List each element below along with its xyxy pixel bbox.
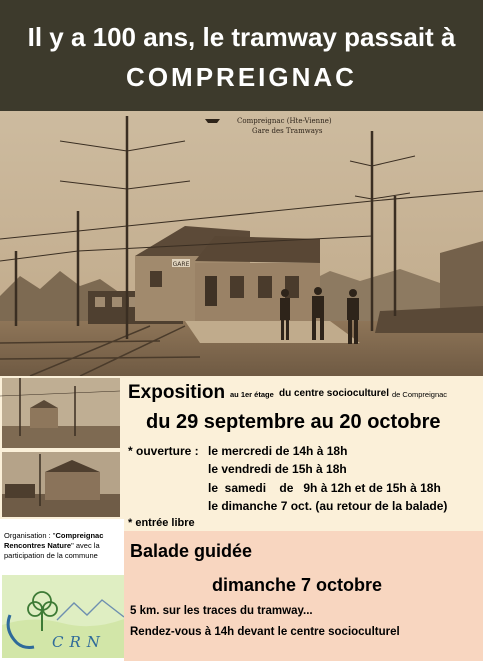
- hours-friday: le vendredi de 15h à 18h: [208, 462, 347, 476]
- org-name-line-2: Rencontres Nature: [4, 541, 72, 550]
- station-sign: GARE: [172, 261, 190, 268]
- header-banner: [0, 0, 483, 111]
- org-line-3: participation de la commune: [4, 551, 98, 560]
- hours-wednesday: le mercredi de 14h à 18h: [208, 444, 348, 458]
- title-line-2: COMPREIGNAC: [126, 62, 357, 92]
- exposition-dates: du 29 septembre au 20 octobre: [146, 411, 441, 433]
- crn-logo: [2, 575, 124, 658]
- photo-caption-line-1: Compreignac (Hte-Vienne): [237, 117, 332, 125]
- exposition-location-suffix: de Compreignac: [392, 390, 448, 399]
- photo-caption-line-2: Gare des Tramways: [252, 127, 323, 135]
- tramway-station-photo: [0, 111, 483, 376]
- thumbnail-photo-1: [0, 378, 120, 448]
- exposition-location-mid: du centre socioculturel: [279, 388, 390, 399]
- balade-date: dimanche 7 octobre: [212, 575, 383, 595]
- org-prefix: Organisation : ": [4, 531, 56, 540]
- balade-panel: [124, 531, 483, 661]
- title-line-1: Il y a 100 ans, le tramway passait à: [27, 22, 456, 52]
- org-suffix: " avec la: [71, 541, 100, 550]
- exposition-location-prefix: au 1er étage: [230, 390, 274, 399]
- balade-line-2: Rendez-vous à 14h devant le centre socioculturel: [130, 626, 400, 638]
- free-entry: * entrée libre: [128, 517, 195, 529]
- organisation-text: [4, 531, 122, 561]
- exposition-panel: [124, 376, 483, 531]
- logo-text: CRN: [52, 633, 106, 651]
- opening-label: * ouverture :: [128, 444, 199, 458]
- exposition-label: Exposition: [128, 382, 226, 403]
- hours-saturday: le samedi de 9h à 12h et de 15h à 18h: [208, 481, 441, 495]
- thumbnail-photos: [0, 376, 124, 519]
- org-name-line-1: Compreignac: [55, 531, 104, 540]
- balade-label: Balade guidée: [130, 541, 253, 561]
- hours-sunday: le dimanche 7 oct. (au retour de la balade): [208, 499, 448, 513]
- balade-line-1: 5 km. sur les traces du tramway...: [130, 605, 313, 617]
- thumbnail-photo-2: [2, 452, 120, 517]
